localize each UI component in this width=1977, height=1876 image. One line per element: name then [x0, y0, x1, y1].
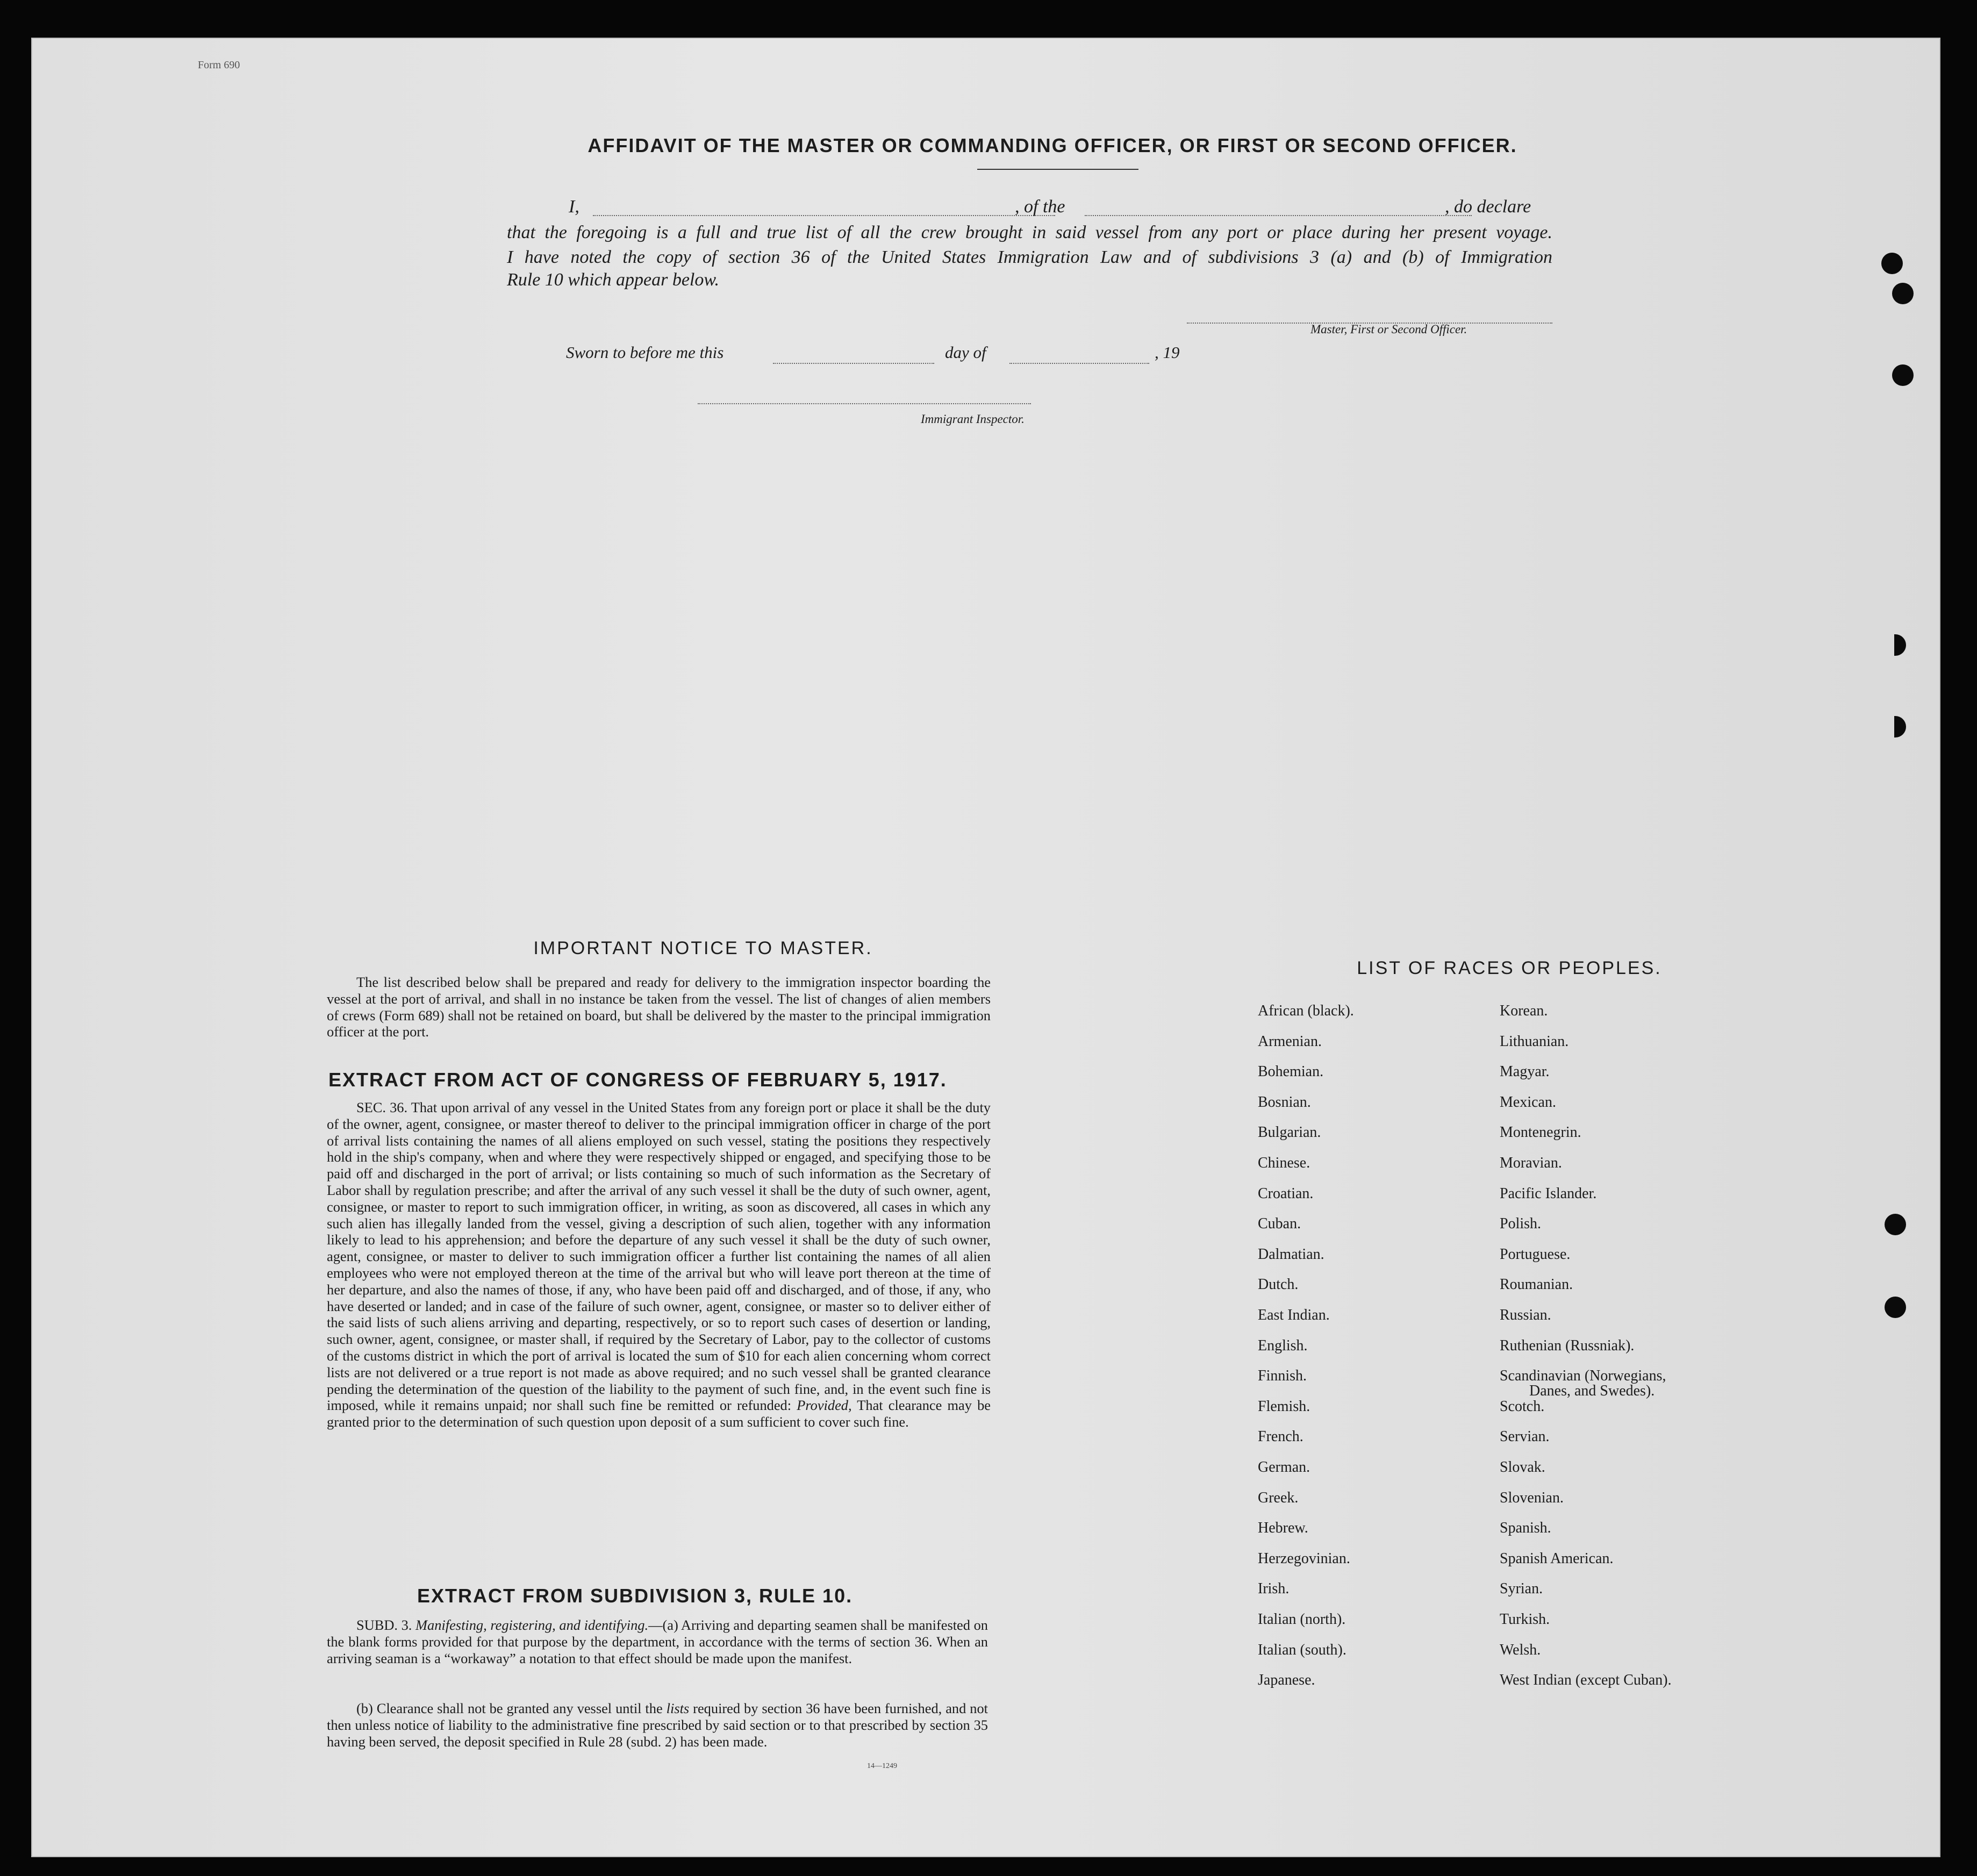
notice-title: IMPORTANT NOTICE TO MASTER.: [533, 938, 873, 958]
race-item: Bosnian.: [1258, 1094, 1311, 1111]
race-item: English.: [1258, 1337, 1308, 1354]
race-item: Armenian.: [1258, 1033, 1322, 1050]
race-item: Magyar.: [1500, 1063, 1550, 1080]
print-code: 14—1249: [867, 1762, 897, 1770]
race-item: Herzegovinian.: [1258, 1550, 1350, 1567]
binder-hole: [1885, 1297, 1906, 1318]
affidavit-line-2: that the foregoing is a full and true list of all the crew brought in said vessel from any port or place during her present voyage.: [507, 223, 1552, 242]
section-36-body: That upon arrival of any vessel in the United States from any foreign port or place it shall be the duty of the owner, agent, consignee, or master thereof to deliver to the principal immigration officer in charge of the port of arrival lists containing the names of all aliens employed on such vessel, stating the positions they respectively hold in the ship's company, when and where they were respectively shipped or engaged, and specifying those to be paid off and discharged in the port of arrival; or lists containing so much of such information as the Secretary of Labor shall by regulation prescribe; and after the arrival of any such vessel it shall be the duty of such owner, agent, consignee, or master to report to such immigration officer, in writing, as soon as discovered, all cases in which any such alien has illegally landed from the vessel, giving a description of such alien, together with any information likely to lead to his apprehension; and before the departure of any such vessel it shall be the duty of such owner, agent, consignee, or master to deliver to such immigration officer a further list containing the names of all alien employees who were not employed thereon at the time of the arrival but who will leave port thereon at the time of her departure, and also the names of those, if any, who have been paid off and discharged, and of those, if any, who have deserted or landed; and in case of the failure of such owner, agent, consignee, or master so to deliver either of the said lists of such aliens arriving and departing, respectively, or so to report such cases of desertion or landing, such owner, agent, consignee, or master shall, if required by the Secretary of Labor, pay to the collector of customs of the customs district in which the port of arrival is located the sum of $10 for each alien concerning whom correct lists are not delivered or a true report is not made as above required; and no such vessel shall be granted clearance pending the determination of the question of the liability to the payment of such fine, and, in the event such fine is imposed, while it remains unpaid; nor shall such fine be remitted or refunded:: [327, 1099, 991, 1414]
race-item: African (black).: [1258, 1003, 1354, 1019]
race-item: Japanese.: [1258, 1672, 1315, 1688]
sworn-day-field[interactable]: [773, 363, 934, 364]
race-item: Italian (north).: [1258, 1611, 1346, 1628]
race-item: Irish.: [1258, 1580, 1290, 1597]
race-item: German.: [1258, 1459, 1310, 1476]
race-item: Ruthenian (Russniak).: [1500, 1337, 1635, 1354]
race-item: Syrian.: [1500, 1580, 1543, 1597]
subd-para-b-prefix: (b) Clearance shall not be granted any vessel until the: [356, 1700, 663, 1716]
race-item: Italian (south).: [1258, 1642, 1346, 1658]
race-item: Flemish.: [1258, 1398, 1310, 1415]
section-label: SEC. 36.: [356, 1099, 408, 1115]
race-item: Finnish.: [1258, 1367, 1307, 1384]
master-name-field[interactable]: [593, 215, 1055, 216]
provided-word: Provided,: [797, 1397, 852, 1414]
race-item: Slovenian.: [1500, 1490, 1564, 1506]
race-item: Greek.: [1258, 1490, 1299, 1506]
notice-body: The list described below shall be prepared and ready for delivery to the immigration inspector boarding the vessel at the port of arrival, and shall in no instance be taken from the vessel. The list of changes of alien members of crews (Form 689) shall not be retained on board, but shall be delivered by the master to the principal immigration officer at the port.: [327, 974, 991, 1040]
races-title: LIST OF RACES OR PEOPLES.: [1357, 958, 1662, 978]
affidavit-declare: , do declare: [1445, 197, 1531, 217]
race-item: Dalmatian.: [1258, 1246, 1324, 1263]
race-item: Chinese.: [1258, 1155, 1310, 1171]
race-item: Montenegrin.: [1500, 1124, 1581, 1141]
lists-word: lists: [666, 1700, 690, 1716]
sworn-label: Sworn to before me this: [566, 343, 724, 362]
race-item: Bohemian.: [1258, 1063, 1324, 1080]
form-number: Form 690: [198, 59, 240, 71]
race-item: Slovak.: [1500, 1459, 1545, 1476]
signature-caption: Master, First or Second Officer.: [1310, 323, 1467, 336]
affidavit-i: I,: [569, 197, 579, 217]
inspector-caption: Immigrant Inspector.: [921, 412, 1025, 426]
race-item: Spanish American.: [1500, 1550, 1614, 1567]
race-item: Mexican.: [1500, 1094, 1556, 1111]
binder-hole: [1892, 364, 1914, 386]
race-item: Pacific Islander.: [1500, 1185, 1597, 1202]
affidavit-title: AFFIDAVIT OF THE MASTER OR COMMANDING OFFICER, OR FIRST OR SECOND OFFICER.: [588, 134, 1517, 156]
year-label: , 19: [1155, 343, 1180, 362]
day-of-label: day of: [945, 343, 986, 362]
race-item: Welsh.: [1500, 1642, 1541, 1658]
race-item: Dutch.: [1258, 1276, 1299, 1293]
subd-heading: Manifesting, registering, and identifying.: [416, 1617, 649, 1633]
act-extract-title: EXTRACT FROM ACT OF CONGRESS OF FEBRUARY 5, 1917.: [328, 1069, 947, 1091]
race-item: East Indian.: [1258, 1307, 1330, 1323]
binder-hole: [1885, 1214, 1906, 1235]
race-item: Lithuanian.: [1500, 1033, 1569, 1050]
race-item: Turkish.: [1500, 1611, 1550, 1628]
race-item: Bulgarian.: [1258, 1124, 1321, 1141]
subdivision-b-text: [327, 1700, 988, 1750]
binder-hole: [1894, 634, 1906, 656]
subd-label: SUBD. 3.: [356, 1617, 412, 1633]
race-item: Korean.: [1500, 1003, 1548, 1019]
section-36-text: [327, 1099, 991, 1430]
binder-hole: [1881, 253, 1903, 274]
rule-extract-title: EXTRACT FROM SUBDIVISION 3, RULE 10.: [417, 1585, 853, 1607]
race-item: Scotch.: [1500, 1398, 1545, 1415]
race-item: Moravian.: [1500, 1155, 1562, 1171]
subdivision-a-text: [327, 1617, 988, 1666]
affidavit-line-3: I have noted the copy of section 36 of the United States Immigration Law and of subdivisions 3 (a) and (b) of Immigration: [507, 247, 1552, 267]
affidavit-of-the: , of the: [1015, 197, 1065, 217]
vessel-name-field[interactable]: [1085, 215, 1472, 216]
race-item: Roumanian.: [1500, 1276, 1573, 1293]
subd-para-a: —(a) Arriving and departing seamen shall be manifested on the blank forms provided for that purpose by the department, in accordance with the terms of section 36. When an arriving seaman is a “workaway” a notation to that effect should be made upon the manifest.: [327, 1617, 988, 1666]
race-item: Polish.: [1500, 1215, 1542, 1232]
race-item: West Indian (except Cuban).: [1500, 1672, 1672, 1688]
sworn-month-field[interactable]: [1009, 363, 1149, 364]
race-item: French.: [1258, 1428, 1303, 1445]
binder-hole: [1892, 283, 1914, 304]
race-item: Scandinavian (Norwegians,: [1500, 1367, 1666, 1384]
race-item: Hebrew.: [1258, 1520, 1308, 1536]
binder-hole: [1894, 716, 1906, 737]
title-divider: [977, 169, 1138, 170]
race-item: Spanish.: [1500, 1520, 1551, 1536]
race-item: Croatian.: [1258, 1185, 1314, 1202]
race-item: Portuguese.: [1500, 1246, 1571, 1263]
document-page: [31, 38, 1940, 1857]
race-item: Russian.: [1500, 1307, 1551, 1323]
race-item: Danes, and Swedes).: [1529, 1383, 1655, 1399]
section-36-proviso: That clearance may be granted prior to the determination of such question upon deposit of a sum sufficient to cover such fine.: [327, 1397, 991, 1430]
affidavit-line-4: Rule 10 which appear below.: [507, 270, 720, 290]
subd-para-b-rest: required by section 36 have been furnished, and not then unless notice of liability to the administrative fine prescribed by said section or to that prescribed by section 35 having been served, the deposit specified in Rule 28 (subd. 2) has been made.: [327, 1700, 988, 1750]
race-item: Cuban.: [1258, 1215, 1301, 1232]
race-item: Servian.: [1500, 1428, 1550, 1445]
inspector-signature-field[interactable]: [698, 403, 1031, 404]
